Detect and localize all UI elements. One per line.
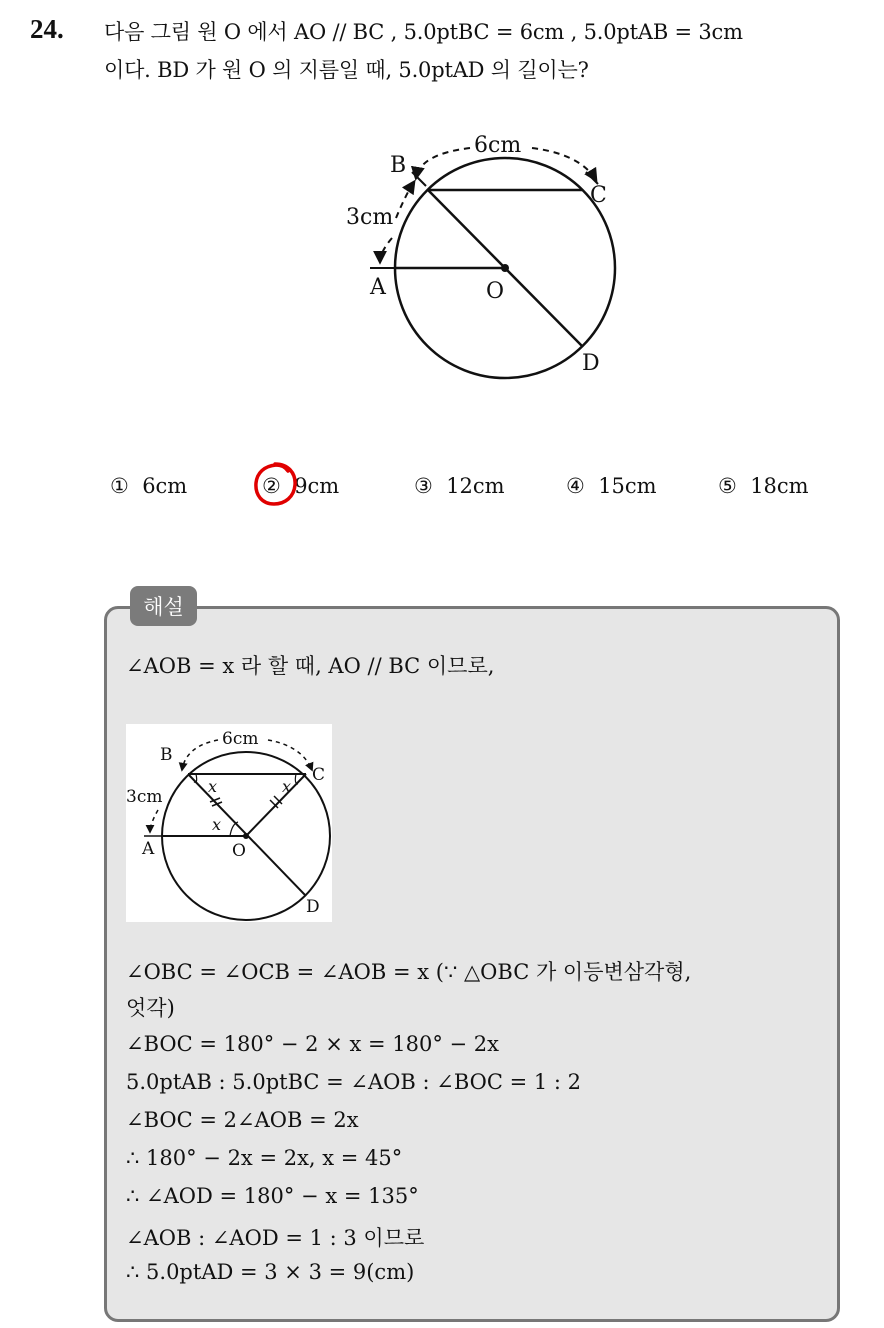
choice-1-mark: ① xyxy=(110,474,129,498)
label-a: A xyxy=(370,275,386,300)
choice-4[interactable] xyxy=(566,474,657,498)
label-arc-ab: 3cm xyxy=(346,205,394,230)
solution-center-point xyxy=(243,833,249,839)
question-text-line-1: 다음 그림 원 O 에서 AO // BC , 5.0ptBC = 6cm , 5.0ptAB = 3cm xyxy=(104,20,743,44)
solution-intro: ∠AOB = x 라 할 때, AO // BC 이므로, xyxy=(126,654,495,678)
choice-3-text: 12cm xyxy=(446,474,505,498)
solution-label-b: B xyxy=(160,745,173,765)
choice-1[interactable] xyxy=(110,474,187,498)
label-c: C xyxy=(590,183,607,208)
label-arc-bc: 6cm xyxy=(474,133,522,158)
answer-circle-mark xyxy=(252,461,298,507)
solution-label-o: O xyxy=(232,841,246,861)
choice-5-text: 18cm xyxy=(750,474,809,498)
tick-b xyxy=(412,172,426,186)
question-number: 24. xyxy=(30,14,64,44)
solution-arc-arrow-ab xyxy=(150,810,158,832)
choice-3[interactable] xyxy=(414,474,505,498)
solution-label-arc-bc: 6cm xyxy=(222,729,259,749)
question-text-line-2: 이다. BD 가 원 O 의 지름일 때, 5.0ptAD 의 길이는? xyxy=(104,58,589,82)
solution-line-9: ∴ 5.0ptAD = 3 × 3 = 9(cm) xyxy=(126,1260,415,1284)
choice-2-mark: ② xyxy=(262,474,281,498)
choice-3-mark: ③ xyxy=(414,474,433,498)
solution-label-d: D xyxy=(306,897,320,917)
choice-5-mark: ⑤ xyxy=(718,474,737,498)
solution-label-x-c: x xyxy=(282,777,292,796)
arc-arrow-bc xyxy=(416,148,470,178)
solution-label-c: C xyxy=(312,765,326,785)
circle-figure xyxy=(340,120,640,390)
label-d: D xyxy=(582,351,600,376)
label-b: B xyxy=(390,153,407,178)
choice-4-text: 15cm xyxy=(598,474,657,498)
solution-line-4: 5.0ptAB : 5.0ptBC = ∠AOB : ∠BOC = 1 : 2 xyxy=(126,1070,582,1094)
solution-label-a: A xyxy=(142,839,155,859)
choice-2-text: 9cm xyxy=(294,474,340,498)
choice-5[interactable] xyxy=(718,474,809,498)
solution-label-x-b: x xyxy=(208,777,218,796)
choice-4-mark: ④ xyxy=(566,474,585,498)
solution-tag: 해설 xyxy=(130,586,197,626)
solution-line-7: ∴ ∠AOD = 180° − x = 135° xyxy=(126,1184,419,1208)
solution-line-3: ∠BOC = 180° − 2 × x = 180° − 2x xyxy=(126,1032,500,1056)
label-o: O xyxy=(486,279,505,304)
solution-line-6: ∴ 180° − 2x = 2x, x = 45° xyxy=(126,1146,403,1170)
solution-label-x-o: x xyxy=(212,815,222,834)
solution-line-8: ∠AOB : ∠AOD = 1 : 3 이므로 xyxy=(126,1226,425,1250)
solution-line-5: ∠BOC = 2∠AOB = 2x xyxy=(126,1108,359,1132)
solution-line-1: ∠OBC = ∠OCB = ∠AOB = x (∵ △OBC 가 이등변삼각형, xyxy=(126,960,692,984)
arc-arrow-ab xyxy=(380,238,392,262)
center-point xyxy=(501,264,509,272)
solution-line-2: 엇각) xyxy=(126,996,175,1020)
choice-1-text: 6cm xyxy=(142,474,188,498)
solution-circle-figure xyxy=(126,724,332,922)
solution-label-arc-ab: 3cm xyxy=(126,787,163,807)
